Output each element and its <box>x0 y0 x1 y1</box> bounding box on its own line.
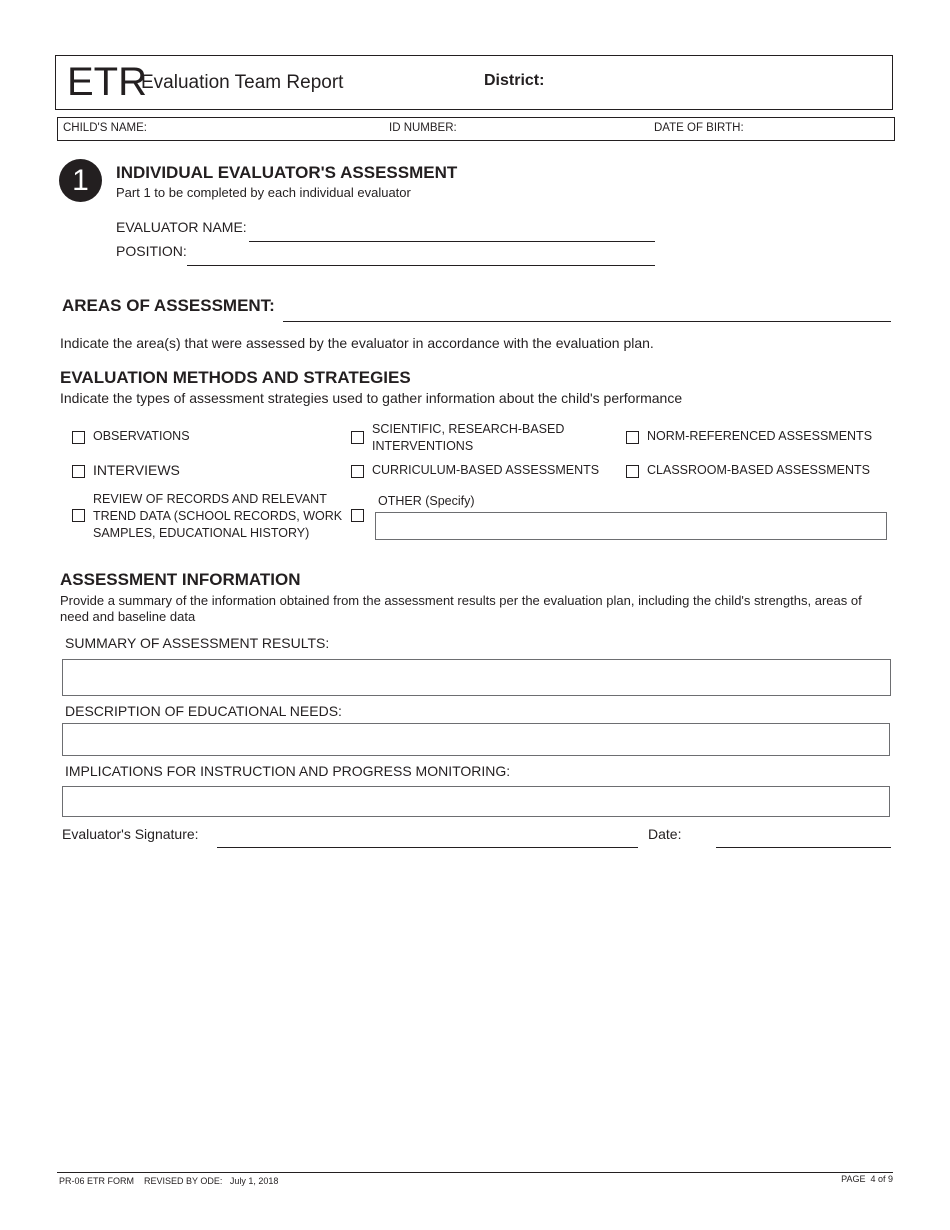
footer-form-id: PR-06 ETR FORM REVISED BY ODE: July 1, 2018 <box>59 1176 279 1186</box>
interviews-label: INTERVIEWS <box>93 462 180 478</box>
interviews-checkbox[interactable] <box>72 465 85 478</box>
areas-field[interactable] <box>283 321 891 322</box>
other-label: OTHER (Specify) <box>378 494 475 508</box>
assessment-info-title: ASSESSMENT INFORMATION <box>60 570 301 589</box>
signature-label: Evaluator's Signature: <box>62 826 199 842</box>
other-checkbox[interactable] <box>351 509 364 522</box>
norm-referenced-label: NORM-REFERENCED ASSESSMENTS <box>647 429 873 443</box>
curriculum-label: CURRICULUM-BASED ASSESSMENTS <box>372 463 600 477</box>
date-label: Date: <box>648 826 682 842</box>
methods-title: EVALUATION METHODS AND STRATEGIES <box>60 368 411 387</box>
classroom-label: CLASSROOM-BASED ASSESSMENTS <box>647 463 870 477</box>
district-label: District: <box>484 72 545 89</box>
evaluator-name-label: EVALUATOR NAME: <box>116 219 247 235</box>
dob-label: DATE OF BIRTH: <box>654 122 744 134</box>
footer-divider <box>57 1172 893 1173</box>
summary-label: SUMMARY OF ASSESSMENT RESULTS: <box>65 635 330 651</box>
implications-label: IMPLICATIONS FOR INSTRUCTION AND PROGRESS MONITORING: <box>65 763 511 779</box>
footer-page-number: PAGE 4 of 9 <box>841 1174 893 1184</box>
curriculum-checkbox[interactable] <box>351 465 364 478</box>
section-number-badge: 1 <box>59 159 102 202</box>
classroom-checkbox[interactable] <box>626 465 639 478</box>
evaluator-name-field[interactable] <box>249 241 655 242</box>
areas-instruction: Indicate the area(s) that were assessed by the evaluator in accordance with the evaluation plan. <box>60 335 654 351</box>
child-info-row <box>57 117 895 141</box>
methods-instruction: Indicate the types of assessment strategies used to gather information about the child's performance <box>60 390 683 406</box>
form-title: Evaluation Team Report <box>141 72 344 93</box>
other-specify-field[interactable] <box>375 512 887 540</box>
observations-label: OBSERVATIONS <box>93 429 190 443</box>
section1-title: INDIVIDUAL EVALUATOR'S ASSESSMENT <box>116 163 458 182</box>
assessment-info-instruction: Provide a summary of the information obtained from the assessment results per the evaluation plan, including the child's strengths, areas of need and baseline data <box>60 593 862 624</box>
needs-field[interactable] <box>62 723 890 756</box>
child-name-label: CHILD'S NAME: <box>63 122 147 134</box>
position-field[interactable] <box>187 265 655 266</box>
id-number-label: ID NUMBER: <box>389 122 457 134</box>
areas-title: AREAS OF ASSESSMENT: <box>62 296 275 315</box>
date-field[interactable] <box>716 847 891 848</box>
section1-subtitle: Part 1 to be completed by each individual evaluator <box>116 185 411 200</box>
scientific-label: SCIENTIFIC, RESEARCH-BASED INTERVENTIONS <box>372 422 565 453</box>
scientific-checkbox[interactable] <box>351 431 364 444</box>
norm-referenced-checkbox[interactable] <box>626 431 639 444</box>
summary-field[interactable] <box>62 659 891 696</box>
etr-abbrev: ETR <box>67 60 147 104</box>
needs-label: DESCRIPTION OF EDUCATIONAL NEEDS: <box>65 703 342 719</box>
position-label: POSITION: <box>116 243 187 259</box>
observations-checkbox[interactable] <box>72 431 85 444</box>
records-checkbox[interactable] <box>72 509 85 522</box>
signature-field[interactable] <box>217 847 638 848</box>
records-label: REVIEW OF RECORDS AND RELEVANT TREND DATA (SCHOOL RECORDS, WORK SAMPLES, EDUCATIONAL HISTORY) <box>93 492 343 540</box>
implications-field[interactable] <box>62 786 890 817</box>
